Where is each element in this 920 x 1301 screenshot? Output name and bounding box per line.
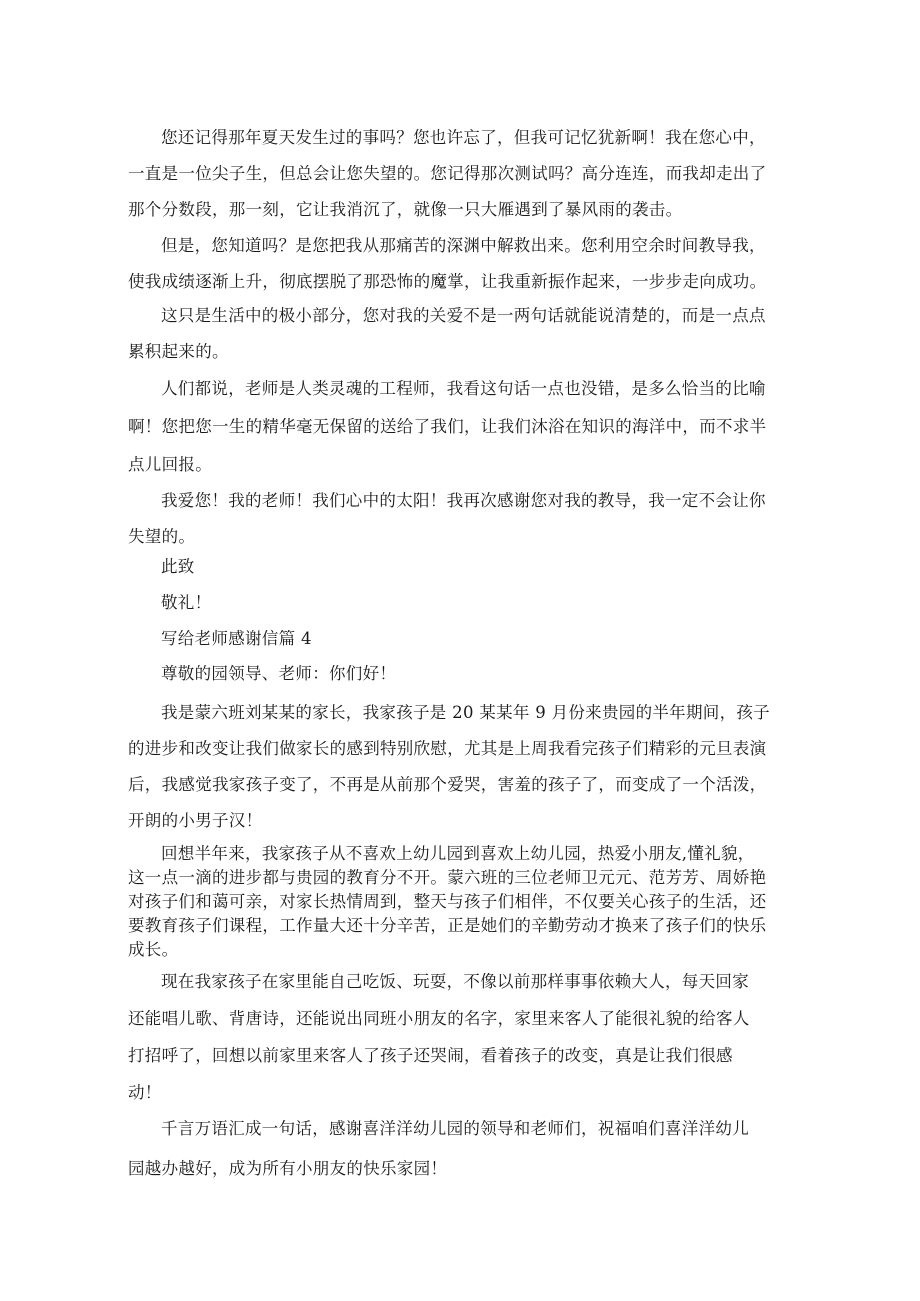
text-line: 后，我感觉我家孩子变了，不再是从前那个爱哭，害羞的孩子了，而变成了一个活泼，	[128, 775, 767, 794]
text-line: 那个分数段，那一刻，它让我消沉了，就像一只大雁遇到了暴风雨的袭击。	[128, 200, 683, 219]
paragraph	[128, 228, 788, 300]
text-line: 点儿回报。	[128, 455, 212, 474]
text-line: 此致	[161, 557, 195, 576]
paragraph	[128, 963, 788, 1111]
text-line: 的进步和改变让我们做家长的感到特别欣慰，尤其是上周我看完孩子们精彩的元旦表演	[128, 739, 767, 758]
text-line: 尊敬的园领导、老师：你们好！	[161, 664, 397, 683]
text-line: 回想半年来，我家孩子从不喜欢上幼儿园到喜欢上幼儿园，热爱小朋友,懂礼貌，	[161, 844, 755, 863]
paragraph	[128, 370, 788, 484]
text-line: 人们都说，老师是人类灵魂的工程师，我看这句话一点也没错，是多么恰当的比喻	[161, 379, 766, 398]
text-line: 动！	[128, 1083, 162, 1102]
paragraph	[128, 695, 788, 839]
paragraph	[128, 842, 788, 962]
salutation	[128, 660, 788, 688]
text-line: 敬礼！	[161, 593, 212, 612]
text-line: 失望的。	[128, 527, 196, 546]
paragraph	[128, 120, 788, 228]
text-line: 还能唱儿歌、背唐诗，还能说出同班小朋友的名字，家里来客人了能很礼貌的给客人	[128, 1009, 750, 1028]
paragraph	[128, 298, 788, 370]
text-line: 成长。	[128, 940, 179, 959]
text-line: 开朗的小男子汉！	[128, 811, 263, 830]
closing-line	[128, 553, 788, 581]
text-line: 这只是生活中的极小部分，您对我的关爱不是一两句话就能说清楚的，而是一点点	[161, 306, 766, 325]
text-line: 我是蒙六班刘某某的家长，我家孩子是 20 某某年 9 月份来贵园的半年期间，孩子	[161, 703, 770, 722]
text-line: 现在我家孩子在家里能自己吃饭、玩耍，不像以前那样事事依赖大人，每天回家	[161, 972, 749, 991]
text-line: 累积起来的。	[128, 342, 229, 361]
text-line: 一直是一位尖子生，但总会让您失望的。您记得那次测试吗？高分连连，而我却走出了	[128, 164, 767, 183]
section-title	[128, 625, 788, 653]
text-line: 啊！您把您一生的精华毫无保留的送给了我们，让我们沐浴在知识的海洋中，而不求半	[128, 417, 767, 436]
text-line: 对孩子们和蔼可亲，对家长热情周到，整天与孩子们相伴，不仅要关心孩子的生活，还	[128, 892, 767, 911]
text-line: 使我成绩逐渐上升，彻底摆脱了那恐怖的魔掌，让我重新振作起来，一步步走向成功。	[128, 272, 767, 291]
text-line: 写给老师感谢信篇 4	[161, 629, 312, 648]
text-line: 但是，您知道吗？是您把我从那痛苦的深渊中解救出来。您利用空余时间教导我，	[161, 236, 766, 255]
text-line: 您还记得那年夏天发生过的事吗？您也许忘了，但我可记忆犹新啊！我在您心中，	[161, 128, 766, 147]
closing-line	[128, 589, 788, 617]
text-line: 打招呼了，回想以前家里来客人了孩子还哭闹，看着孩子的改变，真是让我们很感	[128, 1046, 733, 1065]
text-line: 我爱您！我的老师！我们心中的太阳！我再次感谢您对我的教导，我一定不会让你	[161, 491, 766, 510]
text-line: 要教育孩子们课程，工作量大还十分辛苦，正是她们的辛勤劳动才换来了孩子们的快乐	[128, 916, 767, 935]
paragraph	[128, 483, 788, 555]
text-line: 这一点一滴的进步都与贵园的教育分不开。蒙六班的三位老师卫元元、范芳芳、周娇艳	[128, 868, 767, 887]
text-line: 千言万语汇成一句话，感谢喜洋洋幼儿园的领导和老师们，祝福咱们喜洋洋幼儿	[161, 1119, 749, 1138]
paragraph	[128, 1109, 788, 1189]
text-line: 园越办越好，成为所有小朋友的快乐家园！	[128, 1159, 448, 1178]
